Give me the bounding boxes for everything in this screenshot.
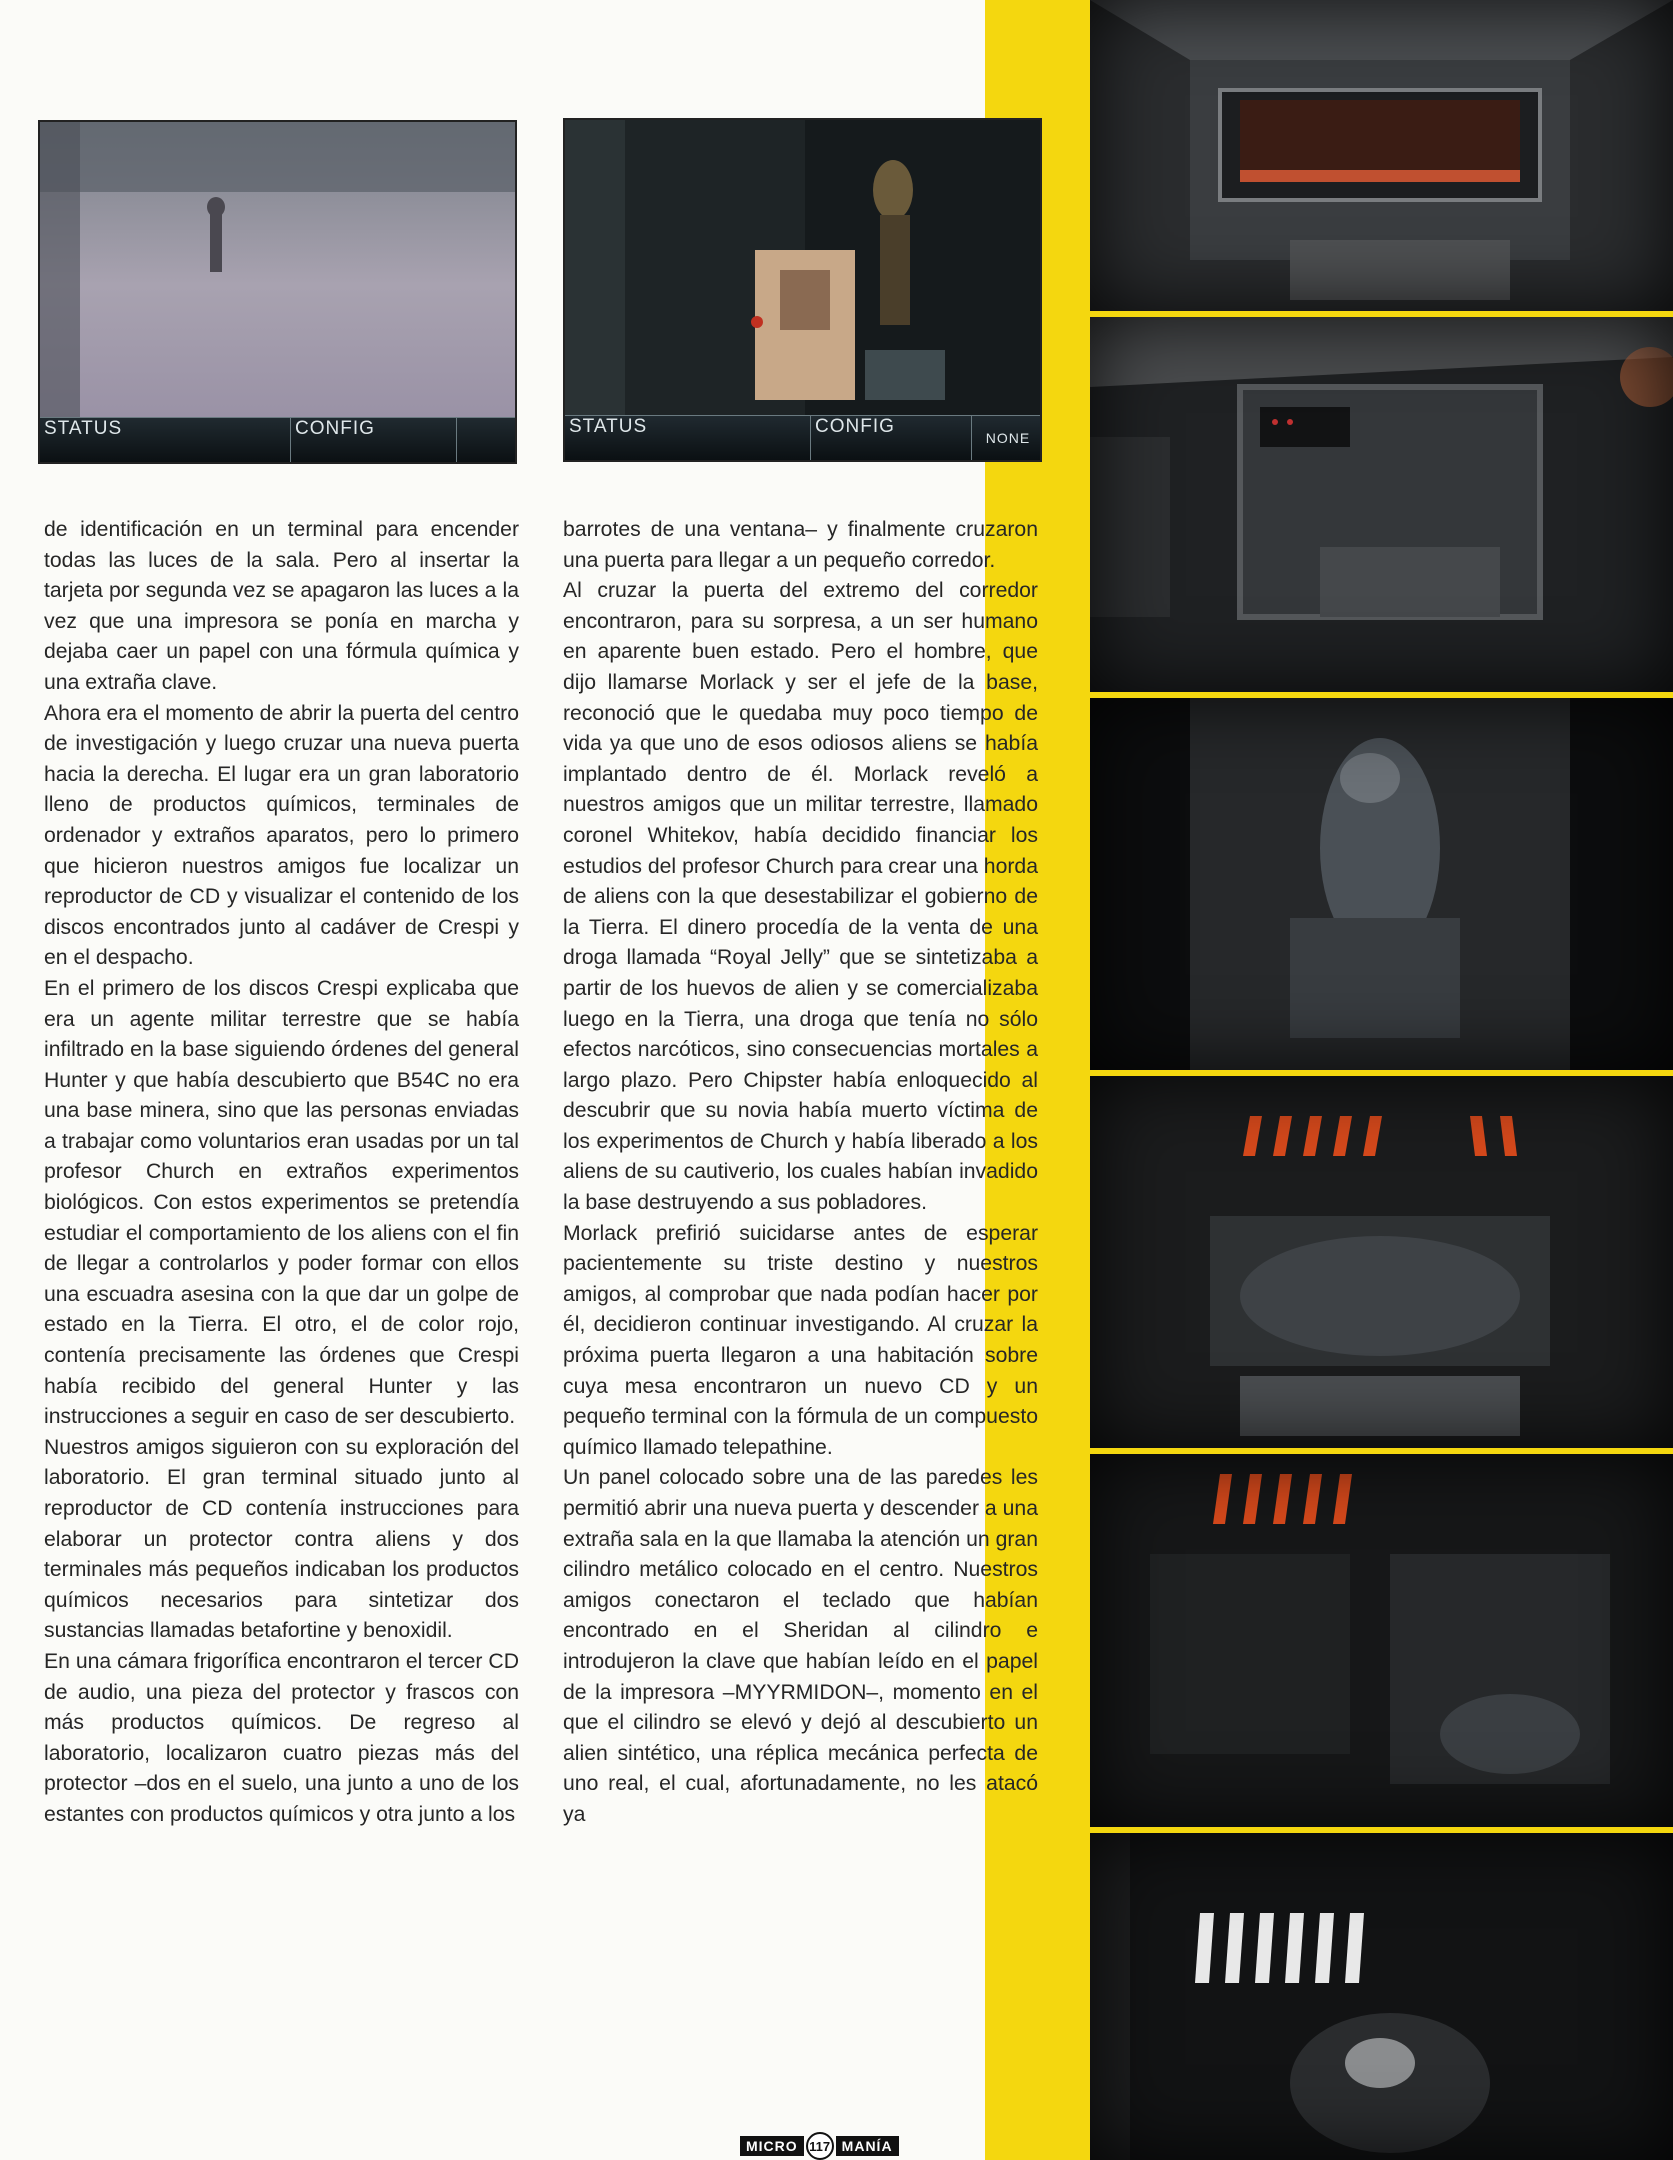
paragraph: En el primero de los discos Crespi explicaba que era un agente militar terrestre que se había infiltrado en la base siguiendo órdenes del general Hunter y que había descubierto que B54C no era una base minera, sino que las personas enviadas a trabajar como voluntarios eran usadas por un tal profesor Church en extraños experimentos biológicos. Con estos experimentos se pretendía estudiar el comportamiento de los aliens con el fin de llegar a controlarlos y poder formar con ellos una escuadra asesina con la que dar un golpe de estado en la Tierra. El otro, el de color rojo, contenía precisamente las órdenes que Crespi había recibido del general Hunter y las instrucciones a seguir en caso de ser descubierto. — [44, 976, 519, 1429]
game-screenshot-1 — [38, 120, 517, 464]
hud-config-label: CONFIG — [295, 418, 375, 439]
game-screenshot-2 — [563, 118, 1042, 462]
side-image-5 — [1090, 1454, 1673, 1827]
brand-micro: MICRO — [740, 2136, 804, 2156]
paragraph: Un panel colocado sobre una de las paredes les permitió abrir una nueva puerta y descender a una extraña sala en la que llamaba la atención un gran cilindro metálico colocado en el centro. Nuestros amigos conectaron el teclado que habían encontrado en el Sheridan al cilindro e introdujeron la clave que habían leído en el papel de la impresora –MYYRMIDON–, momento en el que el cilindro se elevó y dejó al descubierto un alien sintético, una réplica mecánica perfecta de uno real, el cual, afortunadamente, no les atacó ya — [563, 1466, 1038, 1826]
side-image-4 — [1090, 1076, 1673, 1448]
paragraph: En una cámara frigorífica encontraron el tercer CD de audio, una pieza del protector y frascos con más productos químicos. De regreso al laboratorio, localizaron cuatro piezas más del protector –dos en el suelo, una junto a uno de los estantes con productos químicos y otra junto a los — [44, 1649, 519, 1826]
page-number: 117 — [806, 2132, 834, 2160]
article-column-right — [563, 515, 1038, 1831]
hud-status-label: STATUS — [569, 416, 648, 437]
hud-weapon-label: NONE — [985, 430, 1031, 446]
hud-config-label: CONFIG — [815, 416, 895, 437]
paragraph: Al cruzar la puerta del extremo del corredor encontraron, para su sorpresa, a un ser humano en aparente buen estado. Pero el hombre, que dijo llamarse Morlack y ser el jefe de la base, reconoció que le quedaba muy poco tiempo de vida ya que uno de esos odiosos aliens se había implantado dentro de él. Morlack reveló a nuestros amigos que un militar terrestre, llamado coronel Whitekov, había decidido financiar los estudios del profesor Church para crear una horda de aliens con la que desestabilizar el gobierno de la Tierra. El dinero procedía de la venta de una droga llamada “Royal Jelly” que se sintetizaba a partir de los huevos de alien y se comercializaba luego en la Tierra, una droga que tenía no sólo efectos narcóticos, sino consecuencias mortales a largo plazo. Pero Chipster había enloquecido al descubrir que su novia había muerto víctima de los experimentos de Church y había liberado a los aliens de su cautiverio, los cuales habían invadido la base destruyendo a sus pobladores. — [563, 579, 1038, 1215]
paragraph: barrotes de una ventana– y finalmente cruzaron una puerta para llegar a un pequeño corredor. — [563, 518, 1038, 572]
side-image-3 — [1090, 698, 1673, 1070]
brand-mania: MANÍA — [836, 2136, 899, 2156]
paragraph: Ahora era el momento de abrir la puerta del centro de investigación y luego cruzar una nueva puerta hacia la derecha. El lugar era un gran laboratorio lleno de productos químicos, terminales de ordenador y extraños aparatos, pero lo primero que hicieron nuestros amigos fue localizar un reproductor de CD y visualizar el contenido de los discos encontrados junto al cadáver de Crespi y en el despacho. — [44, 701, 519, 970]
hud-status-label: STATUS — [44, 418, 123, 439]
side-image-2 — [1090, 317, 1673, 692]
article-column-left — [44, 515, 519, 1831]
paragraph: Nuestros amigos siguieron con su exploración del laboratorio. El gran terminal situado junto al reproductor de CD contenía instrucciones para elaborar un protector contra aliens y dos terminales más pequeños indicaban los productos químicos necesarios para sintetizar dos sustancias llamadas betafortine y benoxidil. — [44, 1435, 519, 1643]
paragraph: de identificación en un terminal para encender todas las luces de la sala. Pero al insertar la tarjeta por segunda vez se apagaron las luces a la vez que una impresora se ponía en marcha y dejaba caer un papel con una fórmula química y una extraña clave. — [44, 518, 519, 694]
hud-bar — [565, 415, 1040, 460]
side-image-6 — [1090, 1833, 1673, 2160]
magazine-footer-logo — [740, 2132, 899, 2160]
side-image-1 — [1090, 0, 1673, 312]
hud-bar — [40, 417, 515, 462]
paragraph: Morlack prefirió suicidarse antes de esperar pacientemente su triste destino y nuestros amigos, al comprobar que nada podían hacer por él, decidieron continuar investigando. Al cruzar la próxima puerta llegaron a una habitación sobre cuya mesa encontraron un nuevo CD y un pequeño terminal con la fórmula de un compuesto químico llamado telepathine. — [563, 1221, 1038, 1459]
